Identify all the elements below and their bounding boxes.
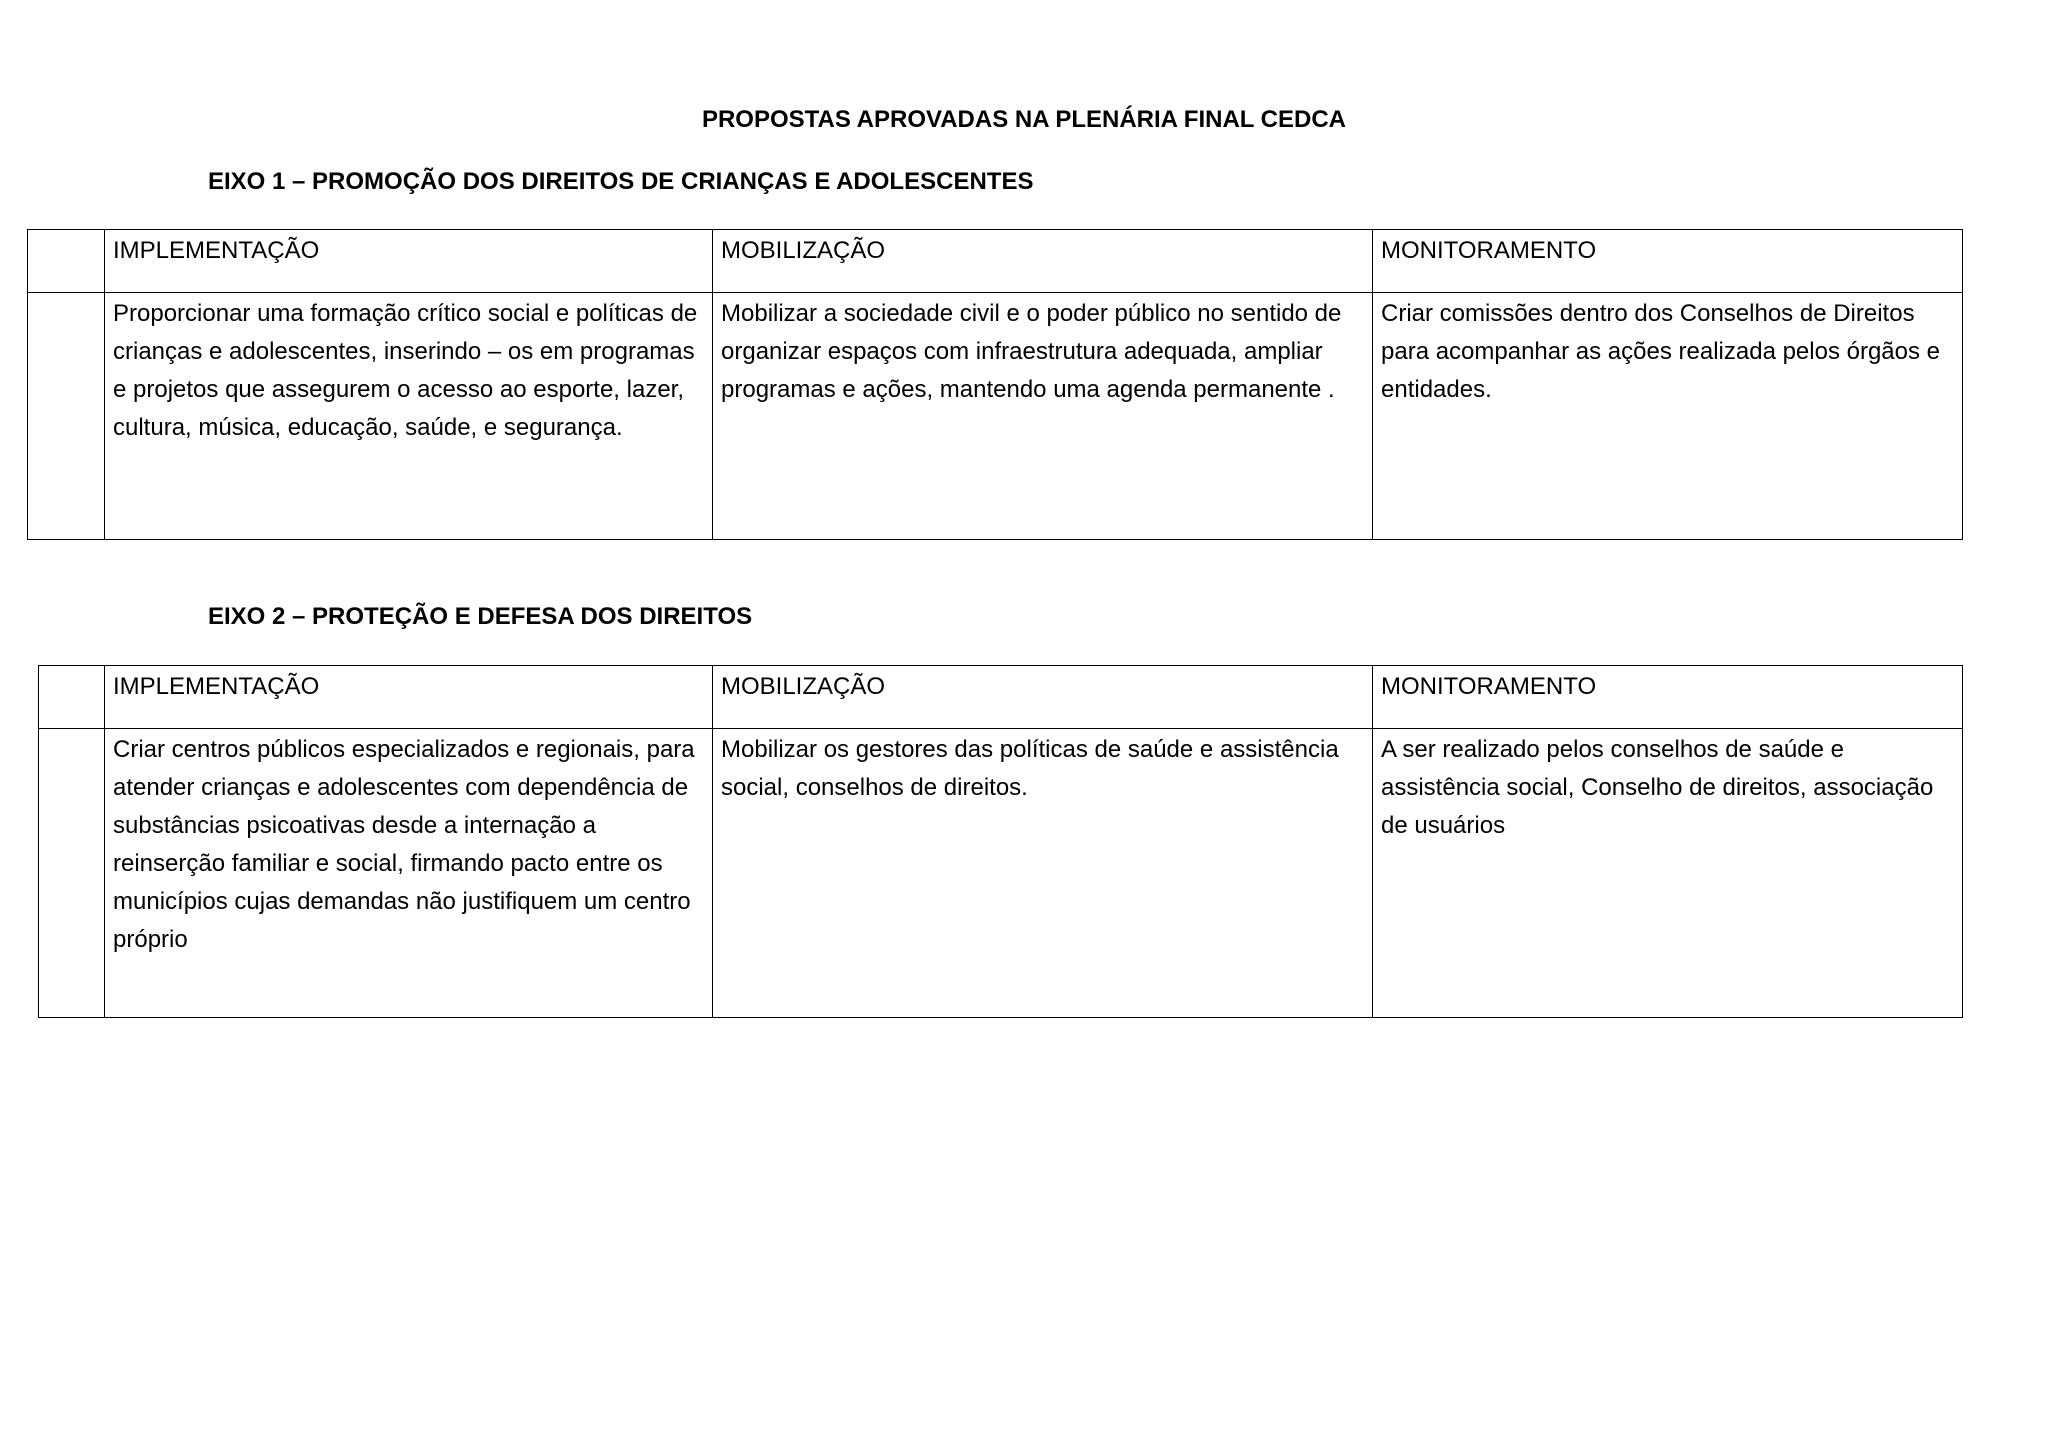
table-row xyxy=(39,729,1963,1018)
column-header-mobilizacao: MOBILIZAÇÃO xyxy=(713,230,1373,293)
cell-monitoramento: A ser realizado pelos conselhos de saúde e assistência social, Conselho de direitos, associação de usuários xyxy=(1373,729,1963,1018)
eixo-2-table xyxy=(38,665,1963,1018)
empty-index-cell xyxy=(28,230,105,293)
column-header-mobilizacao: MOBILIZAÇÃO xyxy=(713,666,1373,729)
empty-index-cell xyxy=(39,729,105,1018)
table-header-row xyxy=(39,666,1963,729)
cell-monitoramento: Criar comissões dentro dos Conselhos de Direitos para acompanhar as ações realizada pelos órgãos e entidades. xyxy=(1373,293,1963,540)
empty-index-cell xyxy=(39,666,105,729)
document-title: PROPOSTAS APROVADAS NA PLENÁRIA FINAL CEDCA xyxy=(701,106,1347,133)
cell-mobilizacao: Mobilizar a sociedade civil e o poder público no sentido de organizar espaços com infraestrutura adequada, ampliar programas e ações, mantendo uma agenda permanente . xyxy=(713,293,1373,540)
eixo-1-table xyxy=(27,229,1963,540)
section-heading-eixo-1: EIXO 1 – PROMOÇÃO DOS DIREITOS DE CRIANÇAS E ADOLESCENTES xyxy=(208,168,1034,195)
section-heading-eixo-2: EIXO 2 – PROTEÇÃO E DEFESA DOS DIREITOS xyxy=(208,603,753,630)
column-header-monitoramento: MONITORAMENTO xyxy=(1373,666,1963,729)
empty-index-cell xyxy=(28,293,105,540)
column-header-implementacao: IMPLEMENTAÇÃO xyxy=(105,666,713,729)
cell-implementacao: Proporcionar uma formação crítico social e políticas de crianças e adolescentes, inserindo – os em programas e projetos que assegurem o acesso ao esporte, lazer, cultura, música, educação, saúde, e segurança. xyxy=(105,293,713,540)
table-row xyxy=(28,293,1963,540)
table-header-row xyxy=(28,230,1963,293)
cell-mobilizacao: Mobilizar os gestores das políticas de saúde e assistência social, conselhos de direitos. xyxy=(713,729,1373,1018)
column-header-monitoramento: MONITORAMENTO xyxy=(1373,230,1963,293)
column-header-implementacao: IMPLEMENTAÇÃO xyxy=(105,230,713,293)
cell-implementacao: Criar centros públicos especializados e regionais, para atender crianças e adolescentes com dependência de substâncias psicoativas desde a internação a reinserção familiar e social, firmando pacto entre os municípios cujas demandas não justifiquem um centro próprio xyxy=(105,729,713,1018)
